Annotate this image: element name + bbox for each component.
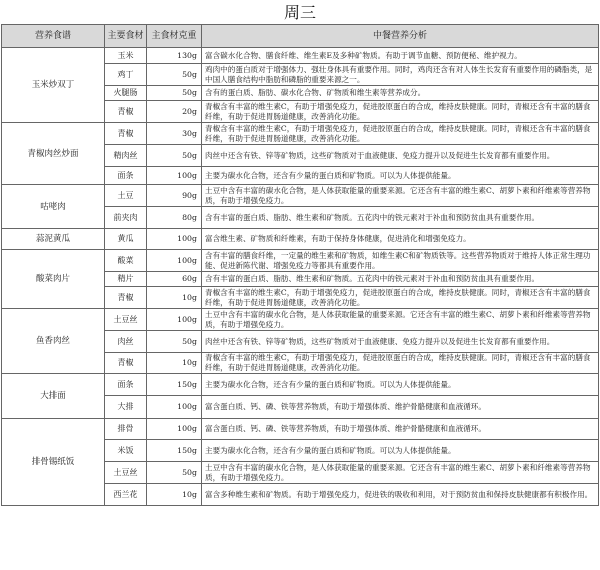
analysis-cell: 青椒含有丰富的维生素C，有助于增强免疫力，促进胶原蛋白的合成，维持皮肤健康。同时，青椒还含有丰富的膳食纤维，有助于促进胃肠道健康，改善消化功能。 xyxy=(202,353,599,374)
dish-name-cell: 咕咾肉 xyxy=(2,185,105,229)
ingredient-cell: 土豆丝 xyxy=(105,309,147,331)
ingredient-cell: 鸡丁 xyxy=(105,64,147,86)
header-ingredient: 主要食材 xyxy=(105,25,147,48)
ingredient-cell: 面条 xyxy=(105,167,147,185)
analysis-cell: 含有的蛋白质、脂肪、碳水化合物、矿物质和维生素等营养成分。 xyxy=(202,86,599,101)
table-row xyxy=(2,374,599,396)
dish-name-cell: 大排面 xyxy=(2,374,105,419)
table-row xyxy=(2,229,599,250)
header-weight: 主食材克重 xyxy=(147,25,202,48)
ingredient-cell: 玉米 xyxy=(105,48,147,64)
page-title: 周三 xyxy=(283,3,316,22)
table-row xyxy=(2,48,599,64)
weight-cell: 80g xyxy=(147,207,202,229)
weight-cell: 10g xyxy=(147,353,202,374)
dish-name-cell: 酸菜肉片 xyxy=(2,250,105,309)
weight-cell: 50g xyxy=(147,331,202,353)
weight-cell: 50g xyxy=(147,86,202,101)
table-row xyxy=(2,309,599,331)
analysis-cell: 青椒含有丰富的维生素C，有助于增强免疫力，促进胶原蛋白的合成，维持皮肤健康。同时，青椒还含有丰富的膳食纤维，有助于促进胃肠道健康，改善消化功能。 xyxy=(202,123,599,145)
weight-cell: 100g xyxy=(147,167,202,185)
dish-name-cell: 排骨锡纸饭 xyxy=(2,419,105,506)
analysis-cell: 富含维生素、矿物质和纤维素，有助于保持身体健康，促进消化和增强免疫力。 xyxy=(202,229,599,250)
analysis-cell: 土豆中含有丰富的碳水化合物，是人体获取能量的重要来源。它还含有丰富的维生素C、胡萝卜素和纤维素等营养物质，有助于增强免疫力。 xyxy=(202,309,599,331)
table-body xyxy=(2,48,599,506)
ingredient-cell: 大排 xyxy=(105,396,147,419)
analysis-cell: 含有丰富的蛋白质、脂肪、维生素和矿物质。五花肉中的铁元素对于补血和预防贫血具有重要作用。 xyxy=(202,207,599,229)
ingredient-cell: 精片 xyxy=(105,272,147,287)
ingredient-cell: 青椒 xyxy=(105,287,147,309)
dish-name-cell: 蒜泥黄瓜 xyxy=(2,229,105,250)
weight-cell: 100g xyxy=(147,419,202,440)
ingredient-cell: 肉丝 xyxy=(105,331,147,353)
analysis-cell: 主要为碳水化合物，还含有少量的蛋白质和矿物质。可以为人体提供能量。 xyxy=(202,167,599,185)
table-row xyxy=(2,185,599,207)
ingredient-cell: 米饭 xyxy=(105,440,147,462)
analysis-cell: 鸡肉中的蛋白质对于增强体力、强壮身体具有重要作用。同时，鸡肉还含有对人体生长发育有重要作用的磷脂类，是中国人膳食结构中脂肪和磷脂的重要来源之一。 xyxy=(202,64,599,86)
analysis-cell: 土豆中含有丰富的碳水化合物，是人体获取能量的重要来源。它还含有丰富的维生素C、胡萝卜素和纤维素等营养物质，有助于增强免疫力。 xyxy=(202,185,599,207)
dish-name-cell: 玉米炒双丁 xyxy=(2,48,105,123)
analysis-cell: 肉丝中还含有铁、锌等矿物质，这些矿物质对于血液健康、免疫力提升以及促进生长发育都有重要作用。 xyxy=(202,145,599,167)
dish-name-cell: 青椒肉丝炒面 xyxy=(2,123,105,185)
table-row xyxy=(2,419,599,440)
ingredient-cell: 酸菜 xyxy=(105,250,147,272)
ingredient-cell: 火腿肠 xyxy=(105,86,147,101)
weight-cell: 150g xyxy=(147,374,202,396)
analysis-cell: 富含多种维生素和矿物质。有助于增强免疫力，促进铁的吸收和利用，对于预防贫血和保持皮肤健康都有积极作用。 xyxy=(202,484,599,506)
weight-cell: 100g xyxy=(147,229,202,250)
dish-name-cell: 鱼香肉丝 xyxy=(2,309,105,374)
analysis-cell: 富含碳水化合物、膳食纤维、维生素E及多种矿物质。有助于调节血糖、预防便秘、维护视力。 xyxy=(202,48,599,64)
analysis-cell: 肉丝中还含有铁、锌等矿物质，这些矿物质对于血液健康、免疫力提升以及促进生长发育都有重要作用。 xyxy=(202,331,599,353)
weight-cell: 10g xyxy=(147,287,202,309)
weight-cell: 130g xyxy=(147,48,202,64)
analysis-cell: 土豆中含有丰富的碳水化合物，是人体获取能量的重要来源。它还含有丰富的维生素C、胡萝卜素和纤维素等营养物质，有助于增强免疫力。 xyxy=(202,462,599,484)
ingredient-cell: 排骨 xyxy=(105,419,147,440)
header-recipe: 营养食谱 xyxy=(2,25,105,48)
ingredient-cell: 黄瓜 xyxy=(105,229,147,250)
analysis-cell: 主要为碳水化合物，还含有少量的蛋白质和矿物质。可以为人体提供能量。 xyxy=(202,440,599,462)
ingredient-cell: 土豆丝 xyxy=(105,462,147,484)
weight-cell: 100g xyxy=(147,250,202,272)
weight-cell: 150g xyxy=(147,440,202,462)
header-analysis: 中餐营养分析 xyxy=(202,25,599,48)
ingredient-cell: 青椒 xyxy=(105,101,147,123)
ingredient-cell: 面条 xyxy=(105,374,147,396)
header-row xyxy=(2,25,599,48)
weight-cell: 10g xyxy=(147,484,202,506)
ingredient-cell: 青椒 xyxy=(105,353,147,374)
table-header xyxy=(2,25,599,48)
weight-cell: 100g xyxy=(147,396,202,419)
weight-cell: 20g xyxy=(147,101,202,123)
weight-cell: 30g xyxy=(147,123,202,145)
ingredient-cell: 精肉丝 xyxy=(105,145,147,167)
analysis-cell: 含有丰富的膳食纤维，一定量的维生素和矿物质，如维生素C和矿物质铁等。这些营养物质对于维持人体正常生理功能、促进新陈代谢、增强免疫力等都具有重要作用。 xyxy=(202,250,599,272)
nutrition-table xyxy=(1,24,599,506)
ingredient-cell: 前夹肉 xyxy=(105,207,147,229)
table-row xyxy=(2,123,599,145)
ingredient-cell: 青椒 xyxy=(105,123,147,145)
analysis-cell: 富含蛋白质、钙、磷、铁等营养物质，有助于增强体质、维护骨骼健康和血液循环。 xyxy=(202,396,599,419)
weight-cell: 50g xyxy=(147,145,202,167)
analysis-cell: 富含蛋白质、钙、磷、铁等营养物质，有助于增强体质、维护骨骼健康和血液循环。 xyxy=(202,419,599,440)
analysis-cell: 主要为碳水化合物，还含有少量的蛋白质和矿物质。可以为人体提供能量。 xyxy=(202,374,599,396)
weight-cell: 90g xyxy=(147,185,202,207)
weight-cell: 100g xyxy=(147,309,202,331)
ingredient-cell: 西兰花 xyxy=(105,484,147,506)
weight-cell: 50g xyxy=(147,462,202,484)
table-row xyxy=(2,250,599,272)
analysis-cell: 青椒含有丰富的维生素C，有助于增强免疫力，促进胶原蛋白的合成，维持皮肤健康。同时，青椒还含有丰富的膳食纤维，有助于促进胃肠道健康，改善消化功能。 xyxy=(202,287,599,309)
weight-cell: 60g xyxy=(147,272,202,287)
weight-cell: 50g xyxy=(147,64,202,86)
analysis-cell: 青椒含有丰富的维生素C，有助于增强免疫力，促进胶原蛋白的合成，维持皮肤健康。同时，青椒还含有丰富的膳食纤维，有助于促进胃肠道健康，改善消化功能。 xyxy=(202,101,599,123)
ingredient-cell: 土豆 xyxy=(105,185,147,207)
analysis-cell: 含有丰富的蛋白质、脂肪、维生素和矿物质。五花肉中的铁元素对于补血和预防贫血具有重要作用。 xyxy=(202,272,599,287)
